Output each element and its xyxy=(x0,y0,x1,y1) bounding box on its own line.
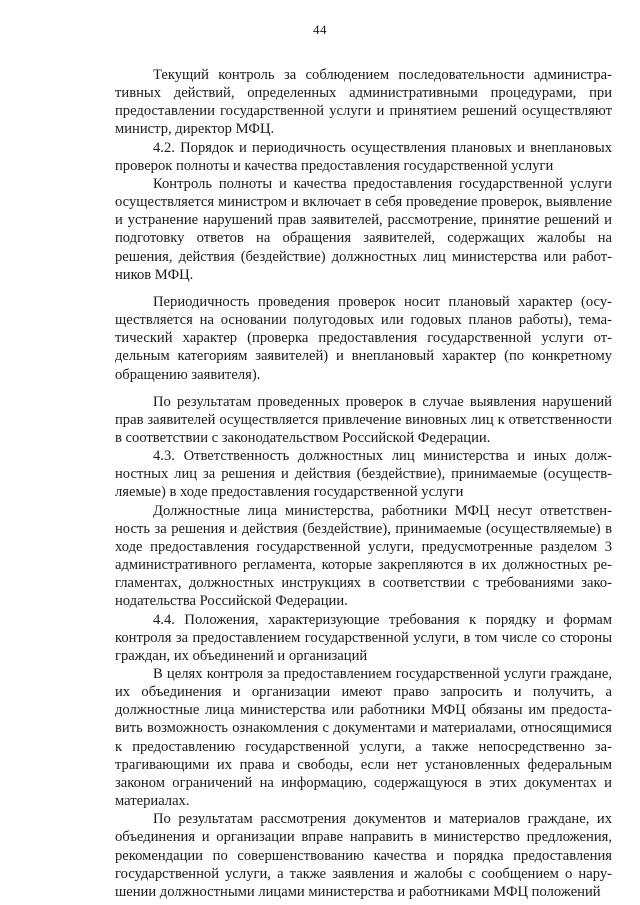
paragraph-citizen-control: В целях контроля за предоставлением государственной услуги граждане, их объединения и организации имеют право запросить и получить, а должностные лица министерства или работники МФЦ обязаны им предоставить возможность ознакомления с документами и материалами, относящимися к предоставлению государственной услуги, а также непосредственно затрагивающими их права и свободы, если нет установленных федеральным законом ограничений на информацию, содержащуюся в этих документах и материалах. xyxy=(115,666,612,810)
paragraph-officials-responsibility: Должностные лица министерства, работники МФЦ несут ответственность за решения и действия (бездействие), принимаемые (осуществляемые) в ходе предоставления государственной услуги, предусмотренные разделом 3 административного регламента, которые закрепляются в их должностных регламентах, должностных инструкциях в соответствии с требованиями законодательства Российской Федерации. xyxy=(115,502,612,610)
paragraph-review-results: По результатам рассмотрения документов и материалов граждане, их объединения и организации вправе направить в министерство предложения, рекомендации по совершенствованию качества и порядка предоставления государственной услуги, а также заявления и жалобы с сообщением о нарушении должностными лицами министерства и работниками МФЦ положений xyxy=(115,811,612,900)
paragraph-inspection-frequency: Периодичность проведения проверок носит плановый характер (осуществляется на основании полугодовых или годовых планов работы), тематический характер (проверка предоставления государственной услуги отдельным категориям заявителей) и внеплановый характер (по конкретному обращению заявителя). xyxy=(115,293,612,383)
page-number: 44 xyxy=(313,22,327,37)
paragraph-inspection-results: По результатам проведенных проверок в случае выявления нарушений прав заявителей осуществляется привлечение виновных лиц к ответственности в соответствии с законодательством Российской Федерации. xyxy=(115,393,612,446)
paragraph-current-control: Текущий контроль за соблюдением последовательности административных действий, определенных административными процедурами, при предоставлении государственной услуги и принятием решений осуществляют министр, директор МФЦ. xyxy=(115,67,612,138)
section-heading-4-4: 4.4. Положения, характеризующие требования к порядку и формам контроля за предоставлением государственной услуги, в том числе со стороны граждан, их объединений и организаций xyxy=(115,611,612,664)
document-body xyxy=(115,66,612,901)
section-heading-4-3: 4.3. Ответственность должностных лиц министерства и иных должностных лиц за решения и действия (бездействие), принимаемые (осуществляемые) в ходе предоставления государственной услуги xyxy=(115,448,612,501)
paragraph-control-completeness: Контроль полноты и качества предоставления государственной услуги осуществляется министром и включает в себя проведение проверок, выявление и устранение нарушений прав заявителей, рассмотрение, принятие решений и подготовку ответов на обращения заявителей, содержащих жалобы на решения, действия (бездействие) должностных лиц министерства или работников МФЦ. xyxy=(115,175,612,283)
section-heading-4-2: 4.2. Порядок и периодичность осуществления плановых и внеплановых проверок полноты и качества предоставления государственной услуги xyxy=(115,139,612,174)
